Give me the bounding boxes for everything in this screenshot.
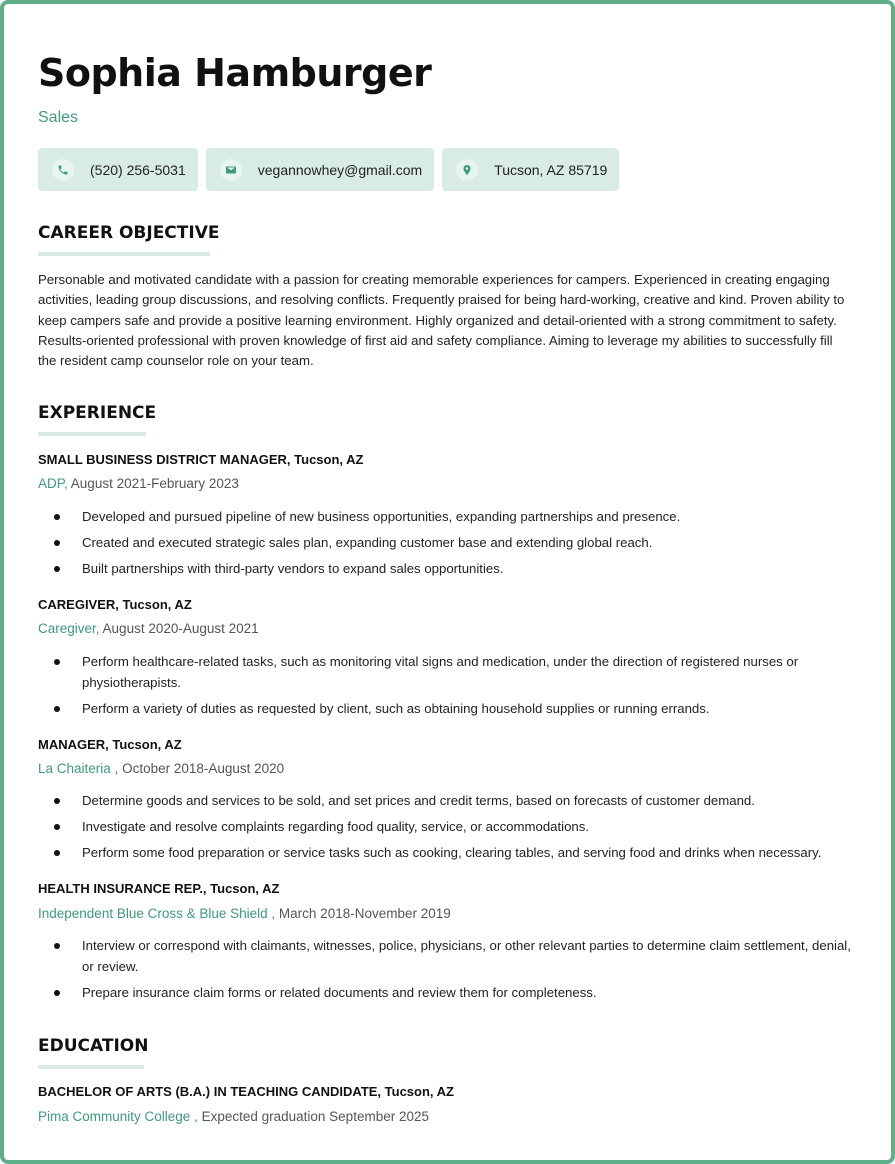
job-bullets	[54, 507, 854, 580]
bullet-item: Perform healthcare-related tasks, such as monitoring vital signs and medication, under the direction of registered nurses or physiotherapists.	[54, 652, 854, 693]
bullet-item: Interview or correspond with claimants, witnesses, police, physicians, or other relevant parties to determine claim settlement, denial, or review.	[54, 936, 854, 977]
bullet-item: Determine goods and services to be sold, and set prices and credit terms, based on forecasts of customer demand.	[54, 791, 854, 812]
job-org: La Chaiteria ,	[38, 761, 119, 776]
degree-title: BACHELOR OF ARTS (B.A.) IN TEACHING CANDIDATE, Tucson, AZ	[38, 1084, 454, 1099]
job-meta	[38, 475, 239, 493]
job-dates: August 2021-February 2023	[70, 476, 239, 491]
job-dates: March 2018-November 2019	[278, 906, 451, 921]
bullet-item: Investigate and resolve complaints regarding food quality, service, or accommodations.	[54, 817, 854, 838]
job-meta	[38, 905, 451, 923]
section-rule	[38, 432, 146, 436]
email-text: vegannowhey@gmail.com	[257, 161, 423, 178]
map-pin-icon	[456, 159, 478, 181]
job-org: Independent Blue Cross & Blue Shield ,	[38, 906, 276, 921]
section-title-experience: EXPERIENCE	[38, 403, 157, 423]
candidate-name: Sophia Hamburger	[38, 51, 432, 95]
job-title: HEALTH INSURANCE REP., Tucson, AZ	[38, 881, 280, 896]
bullet-item: Developed and pursued pipeline of new business opportunities, expanding partnerships and presence.	[54, 507, 854, 528]
job-bullets	[54, 936, 854, 1003]
phone-chip[interactable]	[38, 148, 198, 191]
school-name: Pima Community College ,	[38, 1109, 198, 1124]
bullet-item: Perform some food preparation or service tasks such as cooking, clearing tables, and serving food and drinks when necessary.	[54, 843, 854, 864]
job-meta	[38, 620, 259, 638]
job-title: CAREGIVER, Tucson, AZ	[38, 597, 192, 612]
job-dates: August 2020-August 2021	[102, 621, 259, 636]
phone-icon	[52, 159, 74, 181]
candidate-role: Sales	[38, 109, 79, 126]
bullet-item: Prepare insurance claim forms or related documents and review them for completeness.	[54, 983, 854, 1004]
section-title-objective: CAREER OBJECTIVE	[38, 223, 220, 243]
email-chip[interactable]	[206, 148, 434, 191]
education-dates: Expected graduation September 2025	[201, 1109, 429, 1124]
job-title: SMALL BUSINESS DISTRICT MANAGER, Tucson, AZ	[38, 452, 364, 467]
job-org: Caregiver,	[38, 621, 100, 636]
section-rule	[38, 252, 210, 256]
section-title-education: EDUCATION	[38, 1036, 149, 1056]
job-title: MANAGER, Tucson, AZ	[38, 737, 182, 752]
job-bullets	[54, 652, 854, 719]
bullet-item: Created and executed strategic sales plan, expanding customer base and extending global reach.	[54, 533, 854, 554]
location-chip[interactable]	[442, 148, 619, 191]
contact-bar	[38, 148, 619, 191]
education-meta	[38, 1108, 429, 1126]
bullet-item: Built partnerships with third-party vendors to expand sales opportunities.	[54, 559, 854, 580]
objective-text: Personable and motivated candidate with a passion for creating memorable experiences for campers. Experienced in creating engaging activities, leading group discussions, and resolving conflicts. Frequently praised for being hard-working, creative and kind. Proven ability to keep campers safe and provide a positive learning environment. Highly organized and detail-oriented with a strong commitment to safety. Results-oriented professional with proven knowledge of first aid and safety compliance. Aiming to leverage my abilities to successfully fill the resident camp counselor role on your team.	[38, 272, 845, 369]
job-dates: October 2018-August 2020	[122, 761, 285, 776]
bullet-item: Perform a variety of duties as requested by client, such as obtaining household supplies or running errands.	[54, 699, 854, 720]
section-rule	[38, 1065, 144, 1069]
phone-text: (520) 256-5031	[90, 161, 186, 178]
job-meta	[38, 760, 284, 778]
location-text: Tucson, AZ 85719	[494, 161, 608, 178]
envelope-icon	[220, 159, 242, 181]
job-org: ADP,	[38, 476, 68, 491]
job-bullets	[54, 791, 854, 864]
